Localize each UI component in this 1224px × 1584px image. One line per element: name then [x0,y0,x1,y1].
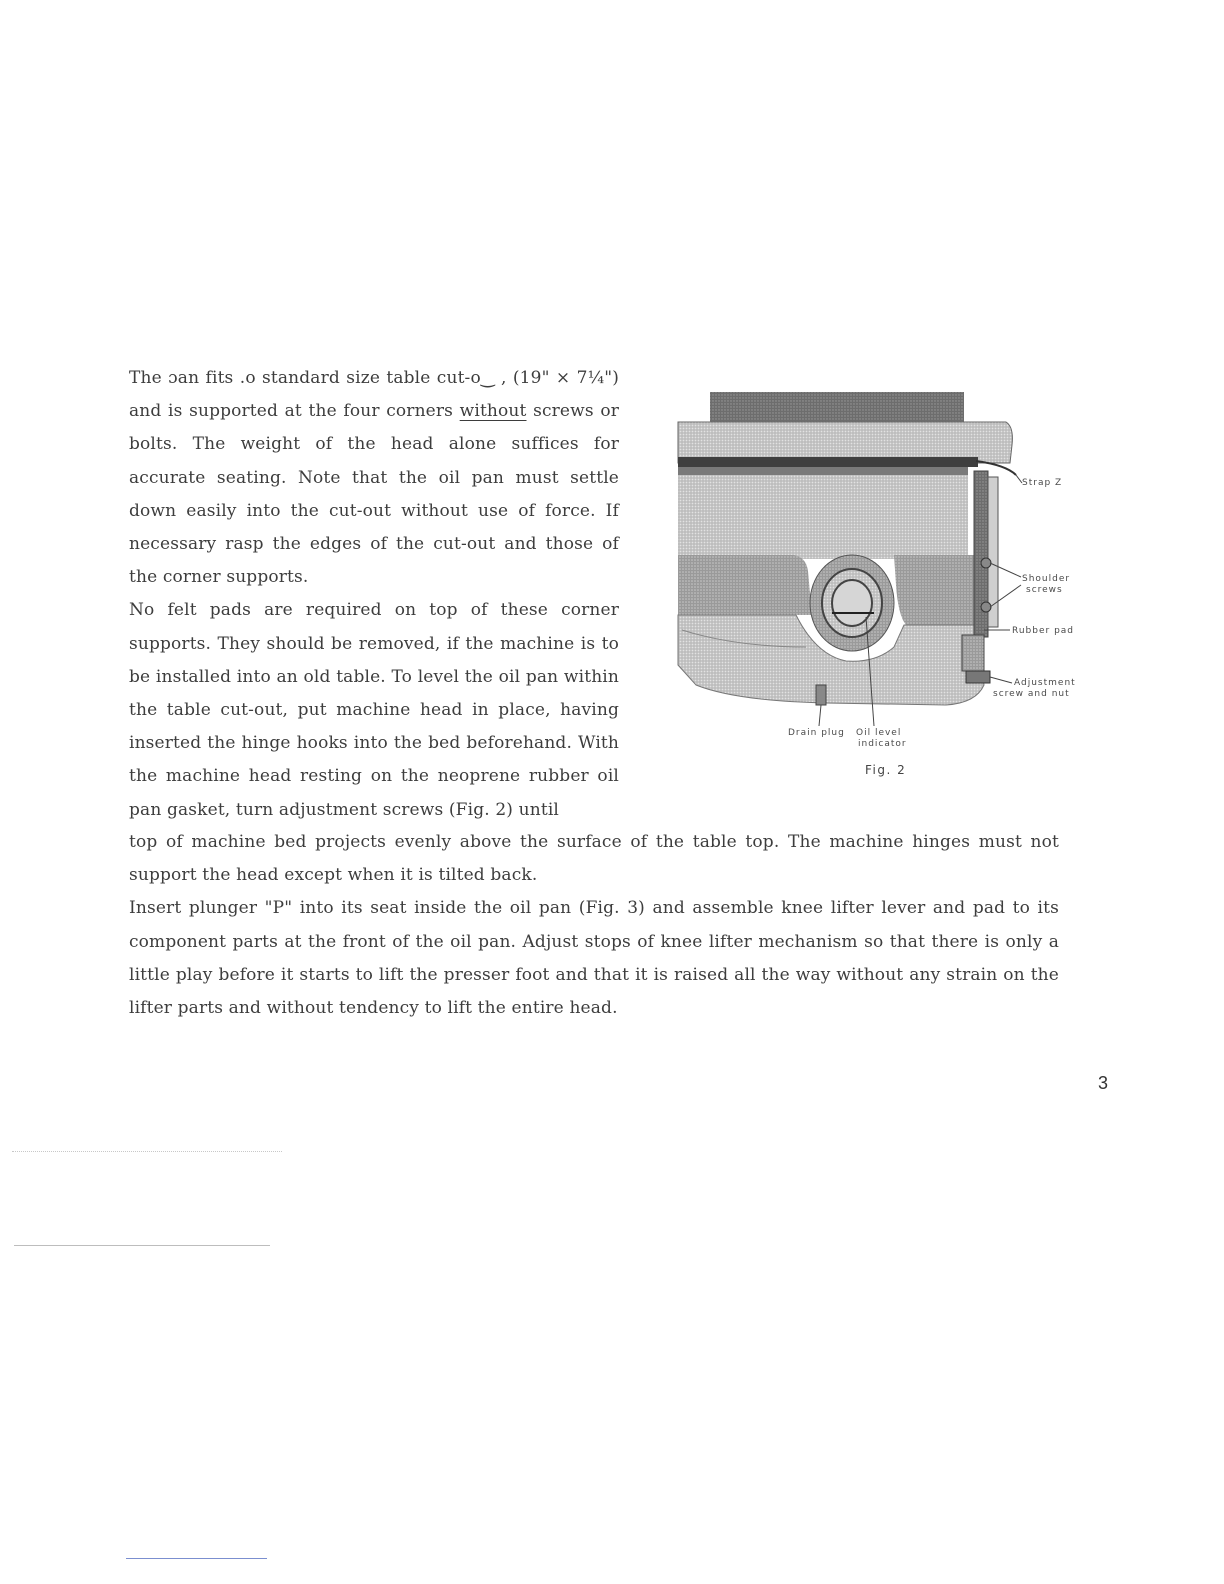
paragraph-felt-pads-continued: top of machine bed projects evenly above the surface of the table top. The machine hinges must not support the head except when it is tilted back. [129,832,1059,886]
oil-pan-inner-wall [678,467,968,559]
footer-rule [126,1558,267,1559]
paragraph-1-text-cont: screws or bolts. The weight of the head alone suffices for accurate seating. Note that the oil pan must settle down easily into the cut-out without use of force. If necessary rasp the edges of the cut-out and those of the corner supports. [129,401,619,588]
page-number: 3 [1098,1073,1109,1093]
figure-caption: Fig. 2 [865,763,907,777]
label-adjustment-2: screw and nut [993,689,1070,699]
paragraph-plunger: Insert plunger "P" into its seat inside the oil pan (Fig. 3) and assemble knee lifter lever and pad to its component parts at the front of the oil pan. Adjust stops of knee lifter mechanism so that there is only a little play before it starts to lift the presser foot and that it is raised all the way without any strain on the lifter parts and without tendency to lift the entire head. [129,898,1059,1019]
rubber-pad [962,635,984,671]
oil-pan-illustration [676,385,1086,755]
label-shoulder-screws-2: screws [1026,585,1063,595]
label-oil-level-1: Oil level [856,728,902,738]
left-text-column [129,362,619,827]
paragraph-1-text: The ɔan fits .o standard size table cut-o‿ , (19" × 7¼") and is supported at the four corners [129,368,619,422]
paragraph-oil-pan-fit [129,362,619,594]
machine-bed-top [710,392,964,426]
label-drain-plug: Drain plug [788,728,845,738]
shoulder-screw-bottom [981,602,991,612]
full-text-column [129,826,1059,1025]
label-rubber-pad: Rubber pad [1012,626,1075,636]
underlined-word: without [459,401,527,422]
drain-plug [816,685,826,705]
oil-pan-rim [678,422,1012,463]
scan-artifact-line [12,1151,282,1153]
adjustment-screw [966,671,990,683]
label-oil-level-2: indicator [858,739,907,749]
paragraph-felt-pads: No felt pads are required on top of these corner supports. They should be removed, if the machine is to be installed into an old table. To level the oil pan within the table cut-out, put machine head in place, having inserted the hinge hooks into the bed beforehand. With the machine head resting on the neoprene rubber oil pan gasket, turn adjustment screws (Fig. 2) until [129,600,619,820]
label-adjustment-1: Adjustment [1014,678,1076,688]
shoulder-screw-top [981,558,991,568]
scan-artifact-line [14,1245,270,1246]
label-strap-z: Strap Z [1022,478,1063,488]
label-shoulder-screws-1: Shoulder [1022,574,1071,584]
